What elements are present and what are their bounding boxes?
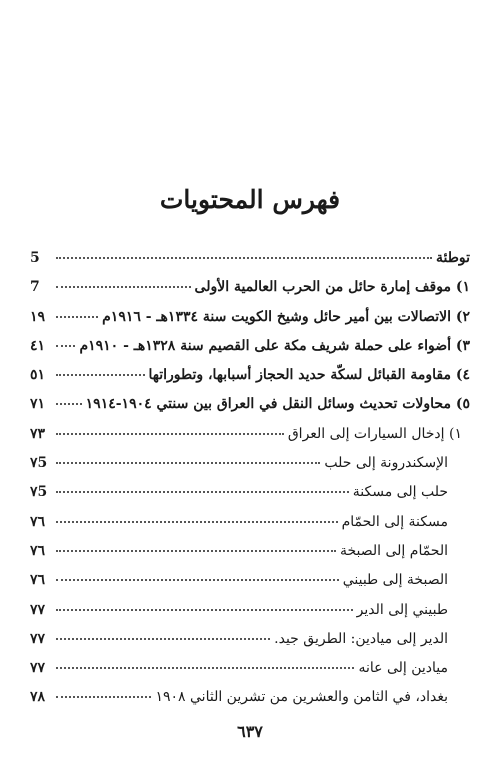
toc-subentry[interactable]	[30, 572, 470, 601]
toc-entry-page: ٧٦	[30, 542, 46, 559]
toc-entry-page: ٧5	[30, 455, 48, 472]
toc-entry[interactable]	[30, 367, 470, 396]
toc-entry-text: ١) موقف إمارة حائل من الحرب العالمية الأولى	[194, 279, 470, 296]
toc-entry-text: مسكنة إلى الحمّام	[341, 513, 448, 530]
leader-dots	[56, 579, 339, 581]
leader-dots	[56, 550, 336, 552]
toc-subentry[interactable]	[30, 689, 470, 718]
leader-dots	[56, 286, 191, 288]
toc-entry-page: ٧٧	[30, 601, 46, 618]
toc-subentry[interactable]	[30, 514, 470, 543]
toc-entry-text: ٥) محاولات تحديث وسائل النقل في العراق بين سنتي ١٩٠٤-١٩١٤	[85, 396, 470, 413]
leader-dots	[56, 638, 270, 640]
toc-entry-page: ٧١	[30, 396, 46, 413]
toc-entry-text: توطئة	[435, 250, 470, 266]
leader-dots	[56, 316, 98, 318]
toc-entry-text: ميادين إلى عانه	[358, 660, 448, 677]
toc-entry-page: ٧٦	[30, 572, 46, 589]
toc-entry-text: ١) إدخال السيارات إلى العراق	[287, 425, 462, 442]
toc-subentry[interactable]	[30, 660, 470, 689]
toc-entry-page: 5	[30, 250, 40, 266]
toc-entry-text: حلب إلى مسكنة	[352, 484, 448, 501]
toc-subentry[interactable]	[30, 543, 470, 572]
toc-entry-page: ٧٧	[30, 660, 46, 677]
toc-entry-text: ٣) أضواء على حملة شريف مكة على القصيم سنة ١٣٢٨هـ - ١٩١٠م	[79, 337, 470, 354]
leader-dots	[56, 433, 284, 435]
toc-entry-text: الصبخة إلى طبيني	[342, 572, 448, 589]
leader-dots	[56, 667, 354, 669]
toc-subentry[interactable]	[30, 631, 470, 660]
toc-entry-text: ٢) الاتصالات بين أمير حائل وشيخ الكويت سنة ١٣٣٤هـ - ١٩١٦م	[102, 308, 470, 325]
toc-entry-page: ١٩	[30, 308, 46, 325]
leader-dots	[56, 696, 151, 698]
toc-title: فهرس المحتويات	[159, 185, 341, 214]
toc-entry-page: ٤١	[30, 337, 46, 354]
leader-dots	[56, 521, 338, 523]
toc-entry-page: ٥١	[30, 367, 46, 384]
toc-entry-text: الإسكندرونة إلى حلب	[324, 455, 448, 472]
toc-entry-text: الحمّام إلى الصبخة	[339, 542, 448, 559]
toc-entry-page: ٧5	[30, 484, 48, 501]
leader-dots	[56, 491, 349, 493]
leader-dots	[56, 374, 145, 376]
leader-dots	[56, 403, 82, 405]
toc-entry-page: ٧٦	[30, 513, 46, 530]
toc-subentry[interactable]	[30, 426, 470, 455]
toc-entry-page: ٧٣	[30, 425, 46, 442]
toc-entry[interactable]	[30, 309, 470, 338]
toc-entry[interactable]	[30, 250, 470, 279]
leader-dots	[56, 345, 75, 347]
leader-dots	[56, 257, 432, 259]
toc-entry-text: الدير إلى ميادين: الطريق جيد.	[274, 630, 448, 647]
toc-entry-text: طبيني إلى الدير	[356, 601, 448, 618]
page-number: ٦٣٧	[237, 722, 263, 741]
leader-dots	[56, 609, 353, 611]
toc-entry[interactable]	[30, 338, 470, 367]
toc-entry-page: ٧٨	[30, 689, 46, 706]
toc-entry-text: بغداد، في الثامن والعشرين من تشرين الثاني ١٩٠٨	[155, 689, 448, 706]
toc-entry-text: ٤) مقاومة القبائل لسكّة حديد الحجاز أسبابها، وتطوراتها	[148, 367, 470, 384]
toc-entry-page: 7	[30, 279, 40, 296]
toc-subentry[interactable]	[30, 484, 470, 513]
toc-subentry[interactable]	[30, 455, 470, 484]
toc-entry[interactable]	[30, 279, 470, 308]
toc-entry-page: ٧٧	[30, 630, 46, 647]
leader-dots	[56, 462, 320, 464]
toc-entry[interactable]	[30, 396, 470, 425]
table-of-contents	[30, 250, 470, 719]
toc-subentry[interactable]	[30, 602, 470, 631]
